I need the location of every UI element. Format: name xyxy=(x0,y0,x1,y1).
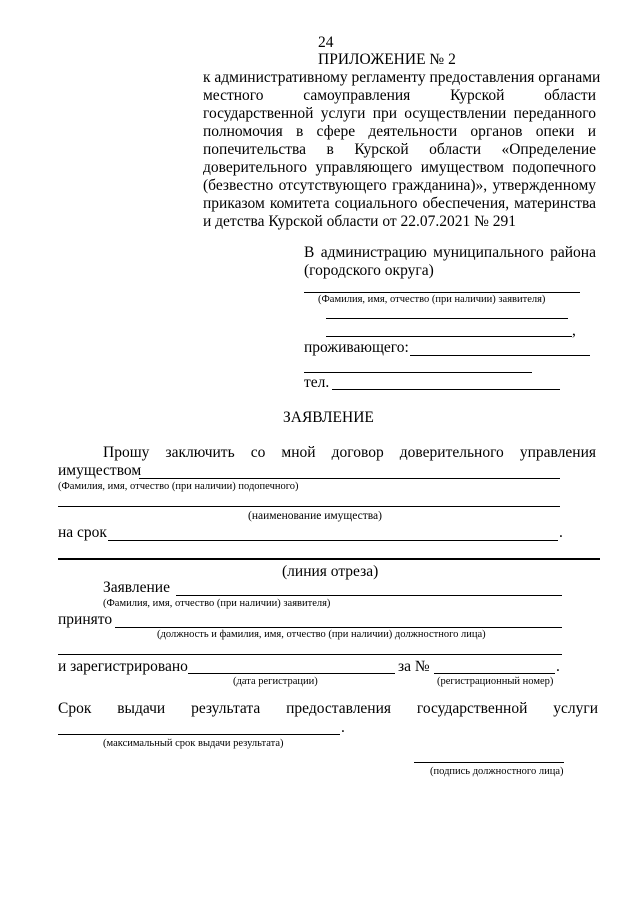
registration-number-field[interactable] xyxy=(434,673,555,674)
term-field[interactable] xyxy=(108,540,558,541)
signature-caption: (подпись должностного лица) xyxy=(430,766,564,777)
number-label: за № xyxy=(398,658,430,675)
appendix-line: местного самоуправления Курской области xyxy=(203,87,596,104)
property-name-caption: (наименование имущества) xyxy=(248,510,382,522)
max-term-field[interactable] xyxy=(58,734,340,735)
punctuation: . xyxy=(559,524,563,541)
applicant-fio-caption: (Фамилия, имя, отчество (при наличии) заявителя) xyxy=(318,294,546,305)
phone-label: тел. xyxy=(304,374,330,391)
term-label: на срок xyxy=(58,524,107,541)
statement-title: ЗАЯВЛЕНИЕ xyxy=(283,409,374,426)
appendix-line: (безвестно отсутствующего гражданина)», утвержденному xyxy=(203,177,596,194)
official-signature-field[interactable] xyxy=(414,762,564,763)
page-number: 24 xyxy=(318,34,334,51)
property-label: имуществом xyxy=(58,462,142,479)
applicant-extra-field-1[interactable] xyxy=(326,318,568,319)
ward-fio-caption: (Фамилия, имя, отчество (при наличии) подопечного) xyxy=(58,481,299,492)
applicant-fio-field[interactable] xyxy=(304,292,580,293)
accepted-by-field[interactable] xyxy=(115,627,562,628)
phone-field[interactable] xyxy=(332,389,560,390)
tear-off-statement-label: Заявление xyxy=(103,579,170,596)
punctuation: , xyxy=(572,322,576,339)
appendix-line: приказом комитета социального обеспечения, материнства xyxy=(203,195,596,212)
appendix-line: и детства Курской области от 22.07.2021 № 291 xyxy=(203,213,517,230)
applicant-extra-field-2[interactable] xyxy=(326,336,572,337)
tear-off-applicant-caption: (Фамилия, имя, отчество (при наличии) заявителя) xyxy=(103,598,331,609)
max-term-caption: (максимальный срок выдачи результата) xyxy=(103,738,284,749)
registration-number-caption: (регистрационный номер) xyxy=(437,676,554,687)
punctuation: . xyxy=(341,719,345,736)
residing-label: проживающего: xyxy=(304,339,409,356)
appendix-line: попечительства в Курской области «Определение xyxy=(203,141,596,158)
cut-line xyxy=(58,558,600,560)
official-caption: (должность и фамилия, имя, отчество (при наличии) должностного лица) xyxy=(157,629,486,640)
punctuation: . xyxy=(556,658,560,675)
ward-fio-field[interactable] xyxy=(139,478,560,479)
registration-date-caption: (дата регистрации) xyxy=(233,676,318,687)
appendix-line: государственной услуги при осуществлении переданного xyxy=(203,105,596,122)
appendix-line: полномочия в сфере деятельности органов опеки и xyxy=(203,123,596,140)
appendix-title: ПРИЛОЖЕНИЕ № 2 xyxy=(318,51,456,68)
appendix-line: доверительного управляющего имуществом подопечного xyxy=(203,159,596,176)
deadline-line: Срок выдачи результата предоставления государственной услуги xyxy=(58,700,598,717)
request-line: Прошу заключить со мной договор доверительного управления xyxy=(103,444,596,461)
addressee-line-2: (городского округа) xyxy=(304,262,434,279)
residing-field[interactable] xyxy=(410,355,590,356)
property-name-field[interactable] xyxy=(58,506,560,507)
accepted-by-field-2[interactable] xyxy=(58,654,562,655)
accepted-label: принято xyxy=(58,611,113,628)
addressee-line-1: В администрацию муниципального района xyxy=(304,244,596,261)
registered-label: и зарегистрировано xyxy=(58,658,188,675)
tear-off-applicant-field[interactable] xyxy=(176,595,562,596)
appendix-line: к административному регламенту предоставления органами xyxy=(203,69,601,86)
registration-date-field[interactable] xyxy=(188,673,395,674)
cut-line-label: (линия отреза) xyxy=(282,563,379,580)
residing-field-2[interactable] xyxy=(304,372,532,373)
